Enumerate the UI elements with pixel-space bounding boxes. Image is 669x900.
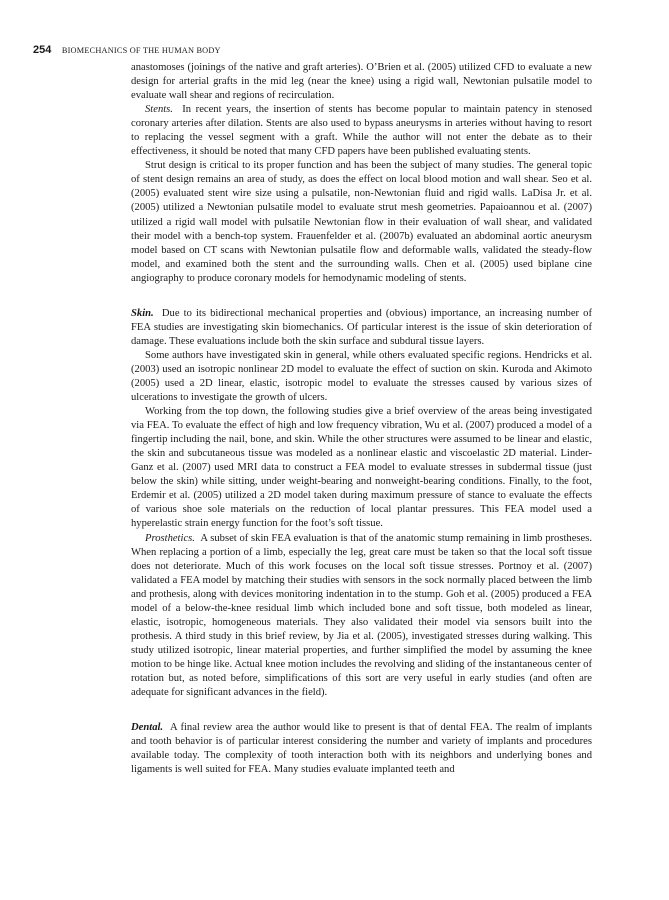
running-title: BIOMECHANICS OF THE HUMAN BODY	[61, 46, 221, 55]
paragraph-dental	[131, 721, 592, 777]
section-heading-prosthetics: Prosthetics.	[145, 532, 195, 544]
paragraph-text: A final review area the author would like to present is that of dental FEA. The realm of implants and tooth behavior is of particular interest considering the number and variety of implants and procedures available today. The complexity of tooth interaction both with its neighbors and underlying bones and ligaments is well suited for FEA. Many studies evaluate implanted teeth and	[131, 722, 592, 776]
body-text	[131, 61, 592, 777]
paragraph: Working from the top down, the following studies give a brief overview of the areas being investigated via FEA. To evaluate the effect of high and low frequency vibration, Wu et al. (2007) produced a model of a fingertip including the nail, bone, and skin. While the other structures were assumed to be linear and elastic, the skin and subcutaneous tissue was modeled as a nonlinear elastic and viscoelastic 2D material. Linder-Ganz et al. (2007) used MRI data to construct a FEA model to evaluate stresses in subdermal tissue (just below the skin) while sitting, under weight-bearing and nonweight-bearing conditions. Finally, to the foot, Erdemir et al. (2005) utilized a 2D model taken during maximum pressure of stance to evaluate the effects of various shoe sole materials on the reduction of local plantar pressures. This FEA model used a hyperelastic strain energy function for the foot’s soft tissue.	[131, 406, 592, 530]
page-number: 254	[33, 44, 52, 56]
section-heading-skin: Skin.	[131, 307, 154, 319]
paragraph: Some authors have investigated skin in general, while others evaluated specific regions. Hendricks et al. (2003) used an isotropic nonlinear 2D model to evaluate the effect of suction on skin. Kuroda and Akimoto (2005) used a 2D linear, elastic, isotropic model to evaluate the stresses caused by various sizes of ulcerations to investigate the growth of ulcers.	[131, 349, 592, 404]
paragraph-text: A subset of skin FEA evaluation is that of the anatomic stump remaining in limb prostheses. When replacing a portion of a limb, especially the leg, great care must be taken so that the local soft tissue does not deteriorate. Much of this work focuses on the local soft tissue stresses. Portnoy et al. (2007) validated a FEA model by matching their studies with sensors in the sock normally placed between the limb and prothesis, along with devices monitoring indentation in to the stump. Goh et al. (2005) produced a FEA model of a below-the-knee residual limb which included bone and soft tissue, both modeled as linear, elastic, isotropic, homogeneous materials. They also validated their model via sensors built into the prothesis. A third study in this brief review, by Jia et al. (2005), investigated stresses during walking. This study utilized isotropic, linear material properties, and further simplified the model by assuming the knee motion to be hinge like. Actual knee motion includes the revolving and sliding of the instantaneous center of rotation but, as noted before, simplifications of this sort are very useful in early studies (and often are adequate for significant advances in the field).	[131, 532, 593, 699]
paragraph: anastomoses (joinings of the native and graft arteries). O’Brien et al. (2005) utilized CFD to evaluate a new design for arterial grafts in the mid leg (near the knee) using a rigid wall, Newtonian pulsatile model to evaluate wall shear and regions of recirculation.	[131, 62, 592, 102]
paragraph-stents	[131, 103, 592, 159]
section-heading-stents: Stents.	[145, 104, 173, 116]
paragraph-text: In recent years, the insertion of stents has become popular to maintain patency in stenosed coronary arteries after dilation. Stents are also used to bypass aneurysms in arteries without having to resort to replacing the vessel segment with a graft. While the author will not enter the debate as to their effectiveness, it should be noted that many CFD papers have been published evaluating stents.	[131, 104, 593, 158]
paragraph-text: Due to its bidirectional mechanical properties and (obvious) importance, an increasing number of FEA studies are investigating skin biomechanics. Of particular interest is the issue of skin deterioration of damage. These evaluations include both the skin surface and subdural tissue layers.	[131, 307, 593, 347]
paragraph-prosthetics	[131, 532, 592, 701]
running-header	[33, 44, 221, 56]
section-heading-dental: Dental.	[131, 722, 164, 734]
paragraph-skin	[131, 307, 592, 349]
paragraph: Strut design is critical to its proper function and has been the subject of many studies. The general topic of stent design remains an area of study, as does the effect on local blood motion and wall shear. Seo et al. (2005) evaluated stent wire size using a pulsatile, non-Newtonian fluid and rigid walls. LaDisa Jr. et al. (2005) utilized a Newtonian pulsatile model to evaluate strut mesh geometries. Papaioannou et al. (2007) utilized a rigid wall model with pulsatile Newtonian flow in their evaluation of wall shear, and validated their model with a bench-top system. Frauenfelder et al. (2007b) evaluated an abdominal aortic aneurysm model based on CT scans with Newtonian pulsatile flow and deformable walls, validated the steady-flow model, and examined both the stent and the surrounding walls. Chen et al. (2005) used biplane cine angiography to produce coronary models for hemodynamic modeling of stents.	[131, 160, 592, 284]
